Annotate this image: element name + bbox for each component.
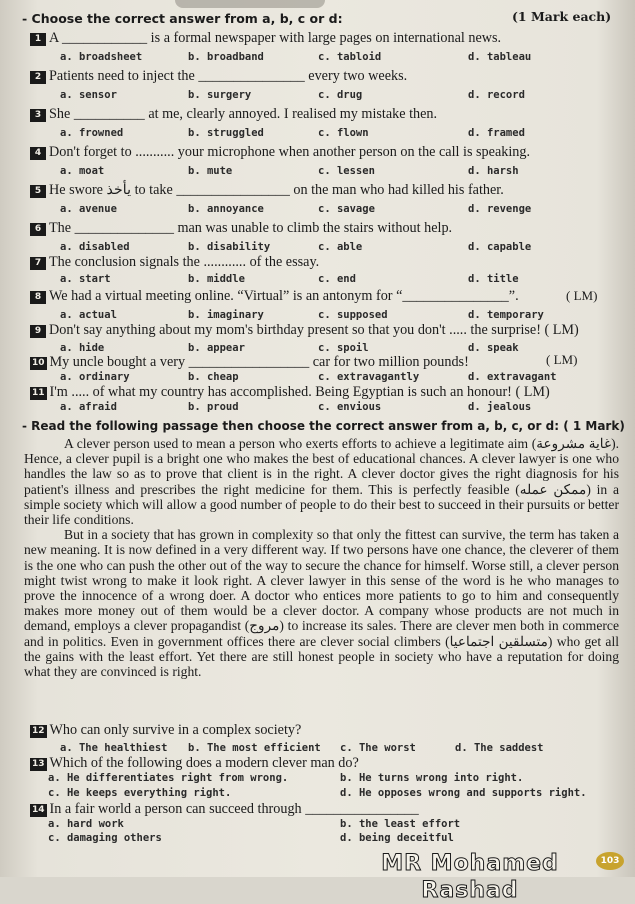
option-c[interactable]: c. drug [318,89,363,101]
option-c[interactable]: c. spoil [318,342,369,354]
question-text: My uncle bought a very _________________ car for two million pounds! [49,354,469,370]
option-a[interactable]: a. start [60,273,111,285]
option-d[interactable]: d. record [468,89,525,101]
option-d[interactable]: d. revenge [468,203,532,215]
option-b[interactable]: b. broadband [188,51,264,63]
option-d[interactable]: d. framed [468,127,525,139]
question-text: He swore يأخذ to take ________________ on the man who had killed his father. [49,182,504,198]
question-4 [30,144,530,161]
question-text: Patients need to inject the _______________ every two weeks. [49,68,408,84]
page-number-badge: 103 [596,852,624,870]
option-d[interactable]: d. title [468,273,519,285]
option-a[interactable]: a. disabled [60,241,130,253]
option-a[interactable]: a. broadsheet [60,51,143,63]
option-c[interactable]: c. extravagantly [318,371,420,383]
question-8 [30,288,519,305]
reading-passage [24,436,619,679]
question-number: 2 [30,71,46,84]
clip-shadow [175,0,325,8]
question-2 [30,68,407,85]
question-14 [30,801,419,818]
option-a[interactable]: a. afraid [60,401,117,413]
question-10 [30,354,469,371]
question-text: She __________ at me, clearly annoyed. I realised my mistake then. [49,106,438,122]
question-text: A ____________ is a formal newspaper with large pages on international news. [49,30,502,46]
option-b[interactable]: b. cheap [188,371,239,383]
question-11 [30,384,550,401]
option-d[interactable]: d. harsh [468,165,519,177]
question-text: Who can only survive in a complex society? [49,722,302,738]
question-text: In a fair world a person can succeed through ________________ [49,801,419,817]
question-number: 10 [32,358,45,368]
option-c[interactable]: c. envious [318,401,382,413]
option-d[interactable]: d. speak [468,342,519,354]
option-b[interactable]: b. struggled [188,127,264,139]
option-c[interactable]: c. able [318,241,363,253]
passage-paragraph-1: A clever person used to mean a person who exerts efforts to achieve a legitimate aim (غاية مشروعة). Hence, a clever pupil is a bright one who makes the best of educational chances. A clever lawyer is one who handles the law so as to prove that client is in the right. A clever doctor gives the right diagnosis for his patient's illness and prescribes the right medicine for them. This is perfectly feasible (ممكن عمله) in a simple society which will allow a good number of people to do their best to succeed in their pursuits or better their life conditions. [24,436,619,528]
option-b[interactable]: b. the least effort [340,818,461,830]
question-number: 6 [30,223,46,236]
question-text: I'm ..... of what my country has accomplished. Being Egyptian is such an honour! ( LM) [49,384,550,400]
option-c[interactable]: c. damaging others [48,832,162,844]
option-a[interactable]: a. frowned [60,127,124,139]
option-c[interactable]: c. end [318,273,356,285]
option-b[interactable]: b. middle [188,273,245,285]
question-text: The conclusion signals the ............ of the essay. [49,254,320,270]
option-a[interactable]: a. ordinary [60,371,130,383]
question-number: 1 [30,33,46,46]
option-b[interactable]: b. imaginary [188,309,264,321]
option-d[interactable]: d. jealous [468,401,532,413]
option-b[interactable]: b. disability [188,241,271,253]
option-d[interactable]: d. temporary [468,309,544,321]
question-3 [30,106,437,123]
option-c[interactable]: c. savage [318,203,375,215]
option-d[interactable]: d. He opposes wrong and supports right. [340,787,587,799]
question-text: Which of the following does a modern clever man do? [49,755,359,771]
option-a[interactable]: a. The healthiest [60,742,168,754]
option-c[interactable]: c. flown [318,127,369,139]
option-b[interactable]: b. proud [188,401,239,413]
option-d[interactable]: d. being deceitful [340,832,454,844]
question-number: 14 [32,805,45,815]
option-a[interactable]: a. He differentiates right from wrong. [48,772,289,784]
option-b[interactable]: b. appear [188,342,245,354]
option-a[interactable]: a. moat [60,165,105,177]
option-a[interactable]: a. hide [60,342,105,354]
question-number: 8 [30,291,46,304]
question-text: The ______________ man was unable to climb the stairs without help. [49,220,453,236]
question-number: 12 [32,726,45,736]
option-b[interactable]: b. The most efficient [188,742,321,754]
option-c[interactable]: c. The worst [340,742,416,754]
option-c[interactable]: c. He keeps everything right. [48,787,232,799]
question-7 [30,254,319,271]
question-text: We had a virtual meeting online. “Virtual” is an antonym for “_______________”. [49,288,519,304]
question-1 [30,30,501,47]
question-number: 4 [30,147,46,160]
option-d[interactable]: d. extravagant [468,371,557,383]
option-d[interactable]: d. The saddest [455,742,544,754]
question-number: 11 [32,388,45,398]
option-a[interactable]: a. actual [60,309,117,321]
option-c[interactable]: c. supposed [318,309,388,321]
question-number: 9 [30,325,46,338]
passage-paragraph-2: But in a society that has grown in complexity so that only the fittest can survive, the term has taken a new meaning. It is now defined in a very different way. If two persons have one chance, the cleverer of them is the one who can push the other out of the way to secure the chance for himself. Worse still, a clever person might twist wrong to make it look right. A clever lawyer in this sense of the word is he who manages to prove the innocence of a wrong doer. A doctor who entices more patients to go to him and consequently makes more money out of them would be a clever doctor. A company whose products are not much in demand, employs a clever propagandist (مروج) to increase its sales. There are clever men both in commerce and in politics. Even in government offices there are clever social climbers (متسلقين اجتماعيا) who get all the gains with the least effort. Yet there are still honest people in society who have a reputation for doing what they are convinced is right. [24,527,620,680]
question-number: 3 [30,109,46,122]
option-d[interactable]: d. tableau [468,51,532,63]
question-6 [30,220,452,237]
author-signature: MR Mohamed Rashad [381,851,559,903]
option-b[interactable]: b. surgery [188,89,252,101]
option-c[interactable]: c. tabloid [318,51,382,63]
question-text: Don't forget to ........... your microphone when another person on the call is speaking. [49,144,531,160]
lm-tag: ( LM) [546,352,578,367]
question-number: 13 [32,759,45,769]
section1-instruction: - Choose the correct answer from a, b, c or d: [22,11,343,26]
option-a[interactable]: a. hard work [48,818,124,830]
option-d[interactable]: d. capable [468,241,532,253]
question-13 [30,755,359,772]
option-a[interactable]: a. avenue [60,203,117,215]
option-b[interactable]: b. annoyance [188,203,264,215]
question-text: Don't say anything about my mom's birthday present so that you don't ..... the surprise! ( LM) [49,322,579,338]
question-5 [30,182,504,199]
question-9 [30,322,579,339]
question-12 [30,722,301,739]
question-number: 7 [30,257,46,270]
option-c[interactable]: c. lessen [318,165,375,177]
option-b[interactable]: b. mute [188,165,233,177]
lm-tag: ( LM) [566,288,598,303]
option-b[interactable]: b. He turns wrong into right. [340,772,524,784]
option-a[interactable]: a. sensor [60,89,117,101]
question-number: 5 [30,185,46,198]
section2-instruction: - Read the following passage then choose the correct answer from a, b, c, or d: ( 1 Mark) [22,419,625,433]
section1-marks: (1 Mark each) [512,9,612,24]
